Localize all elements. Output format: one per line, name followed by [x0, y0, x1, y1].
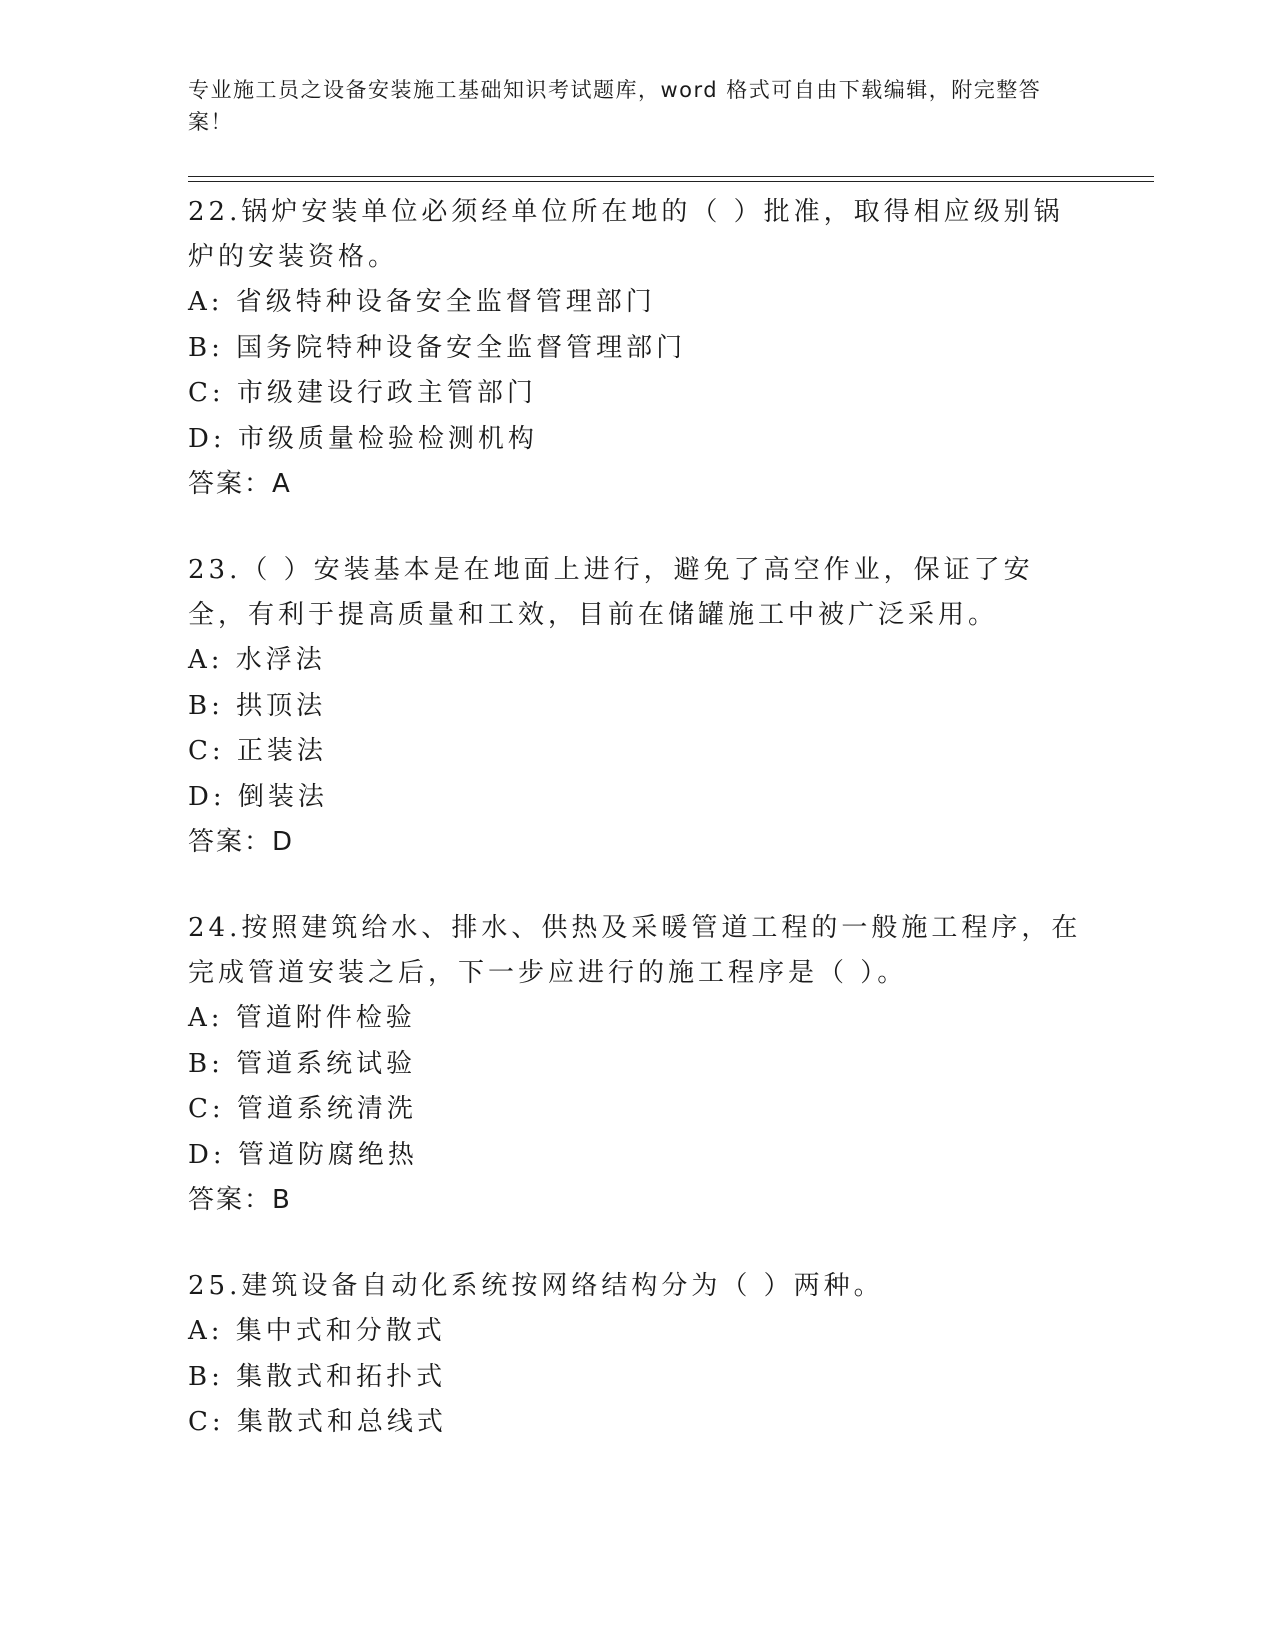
answer-option: A: 水浮法 [188, 645, 326, 675]
question-block [188, 548, 1088, 865]
question-block [188, 1264, 1088, 1446]
answer-option: A: 省级特种设备安全监督管理部门 [188, 287, 656, 317]
answer-option: B: 国务院特种设备安全监督管理部门 [188, 332, 687, 363]
answer-option: C: 集散式和总线式 [188, 1407, 447, 1437]
question-text: 22.锅炉安装单位必须经单位所在地的（ ）批准，取得相应级别锅炉的安装资格。 [188, 197, 1064, 272]
header-divider-bottom [188, 181, 1154, 182]
answer-label: 答案： [188, 469, 273, 499]
option-list [188, 996, 1088, 1178]
answer-line [188, 462, 1088, 507]
answer-line [188, 820, 1088, 865]
option-list [188, 1309, 1088, 1446]
answer-option: C: 正装法 [188, 736, 327, 766]
answer-label: 答案： [188, 827, 273, 857]
answer-label: 答案： [188, 1185, 273, 1215]
answer-option: B: 集散式和拓扑式 [188, 1361, 447, 1392]
question-text: 23.（ ）安装基本是在地面上进行，避免了高空作业，保证了安全，有利于提高质量和工效，目前在储罐施工中被广泛采用。 [188, 555, 1034, 630]
question-text: 25.建筑设备自动化系统按网络结构分为（ ）两种。 [188, 1271, 884, 1301]
header-divider-top [188, 176, 1154, 177]
answer-option: D: 市级质量检验检测机构 [188, 423, 538, 454]
answer-option: C: 管道系统清洗 [188, 1094, 417, 1124]
option-list [188, 638, 1088, 820]
answer-option: D: 管道防腐绝热 [188, 1139, 418, 1170]
document-intro: 专业施工员之设备安装施工基础知识考试题库，word 格式可自由下载编辑，附完整答案！ [188, 78, 1042, 134]
answer-option: B: 管道系统试验 [188, 1048, 417, 1079]
answer-option: C: 市级建设行政主管部门 [188, 378, 537, 408]
question-block [188, 906, 1088, 1223]
answer-option: A: 集中式和分散式 [188, 1316, 446, 1346]
answer-value: D [272, 827, 295, 857]
question-text: 24.按照建筑给水、排水、供热及采暖管道工程的一般施工程序，在完成管道安装之后，下一步应进行的施工程序是（ ）。 [188, 913, 1082, 988]
question-list [188, 190, 1088, 1446]
answer-value: A [272, 469, 292, 499]
answer-option: B: 拱顶法 [188, 690, 327, 721]
option-list [188, 280, 1088, 462]
answer-option: A: 管道附件检验 [188, 1003, 416, 1033]
answer-value: B [272, 1185, 292, 1215]
question-block [188, 190, 1088, 507]
answer-option: D: 倒装法 [188, 781, 328, 812]
answer-line [188, 1178, 1088, 1223]
